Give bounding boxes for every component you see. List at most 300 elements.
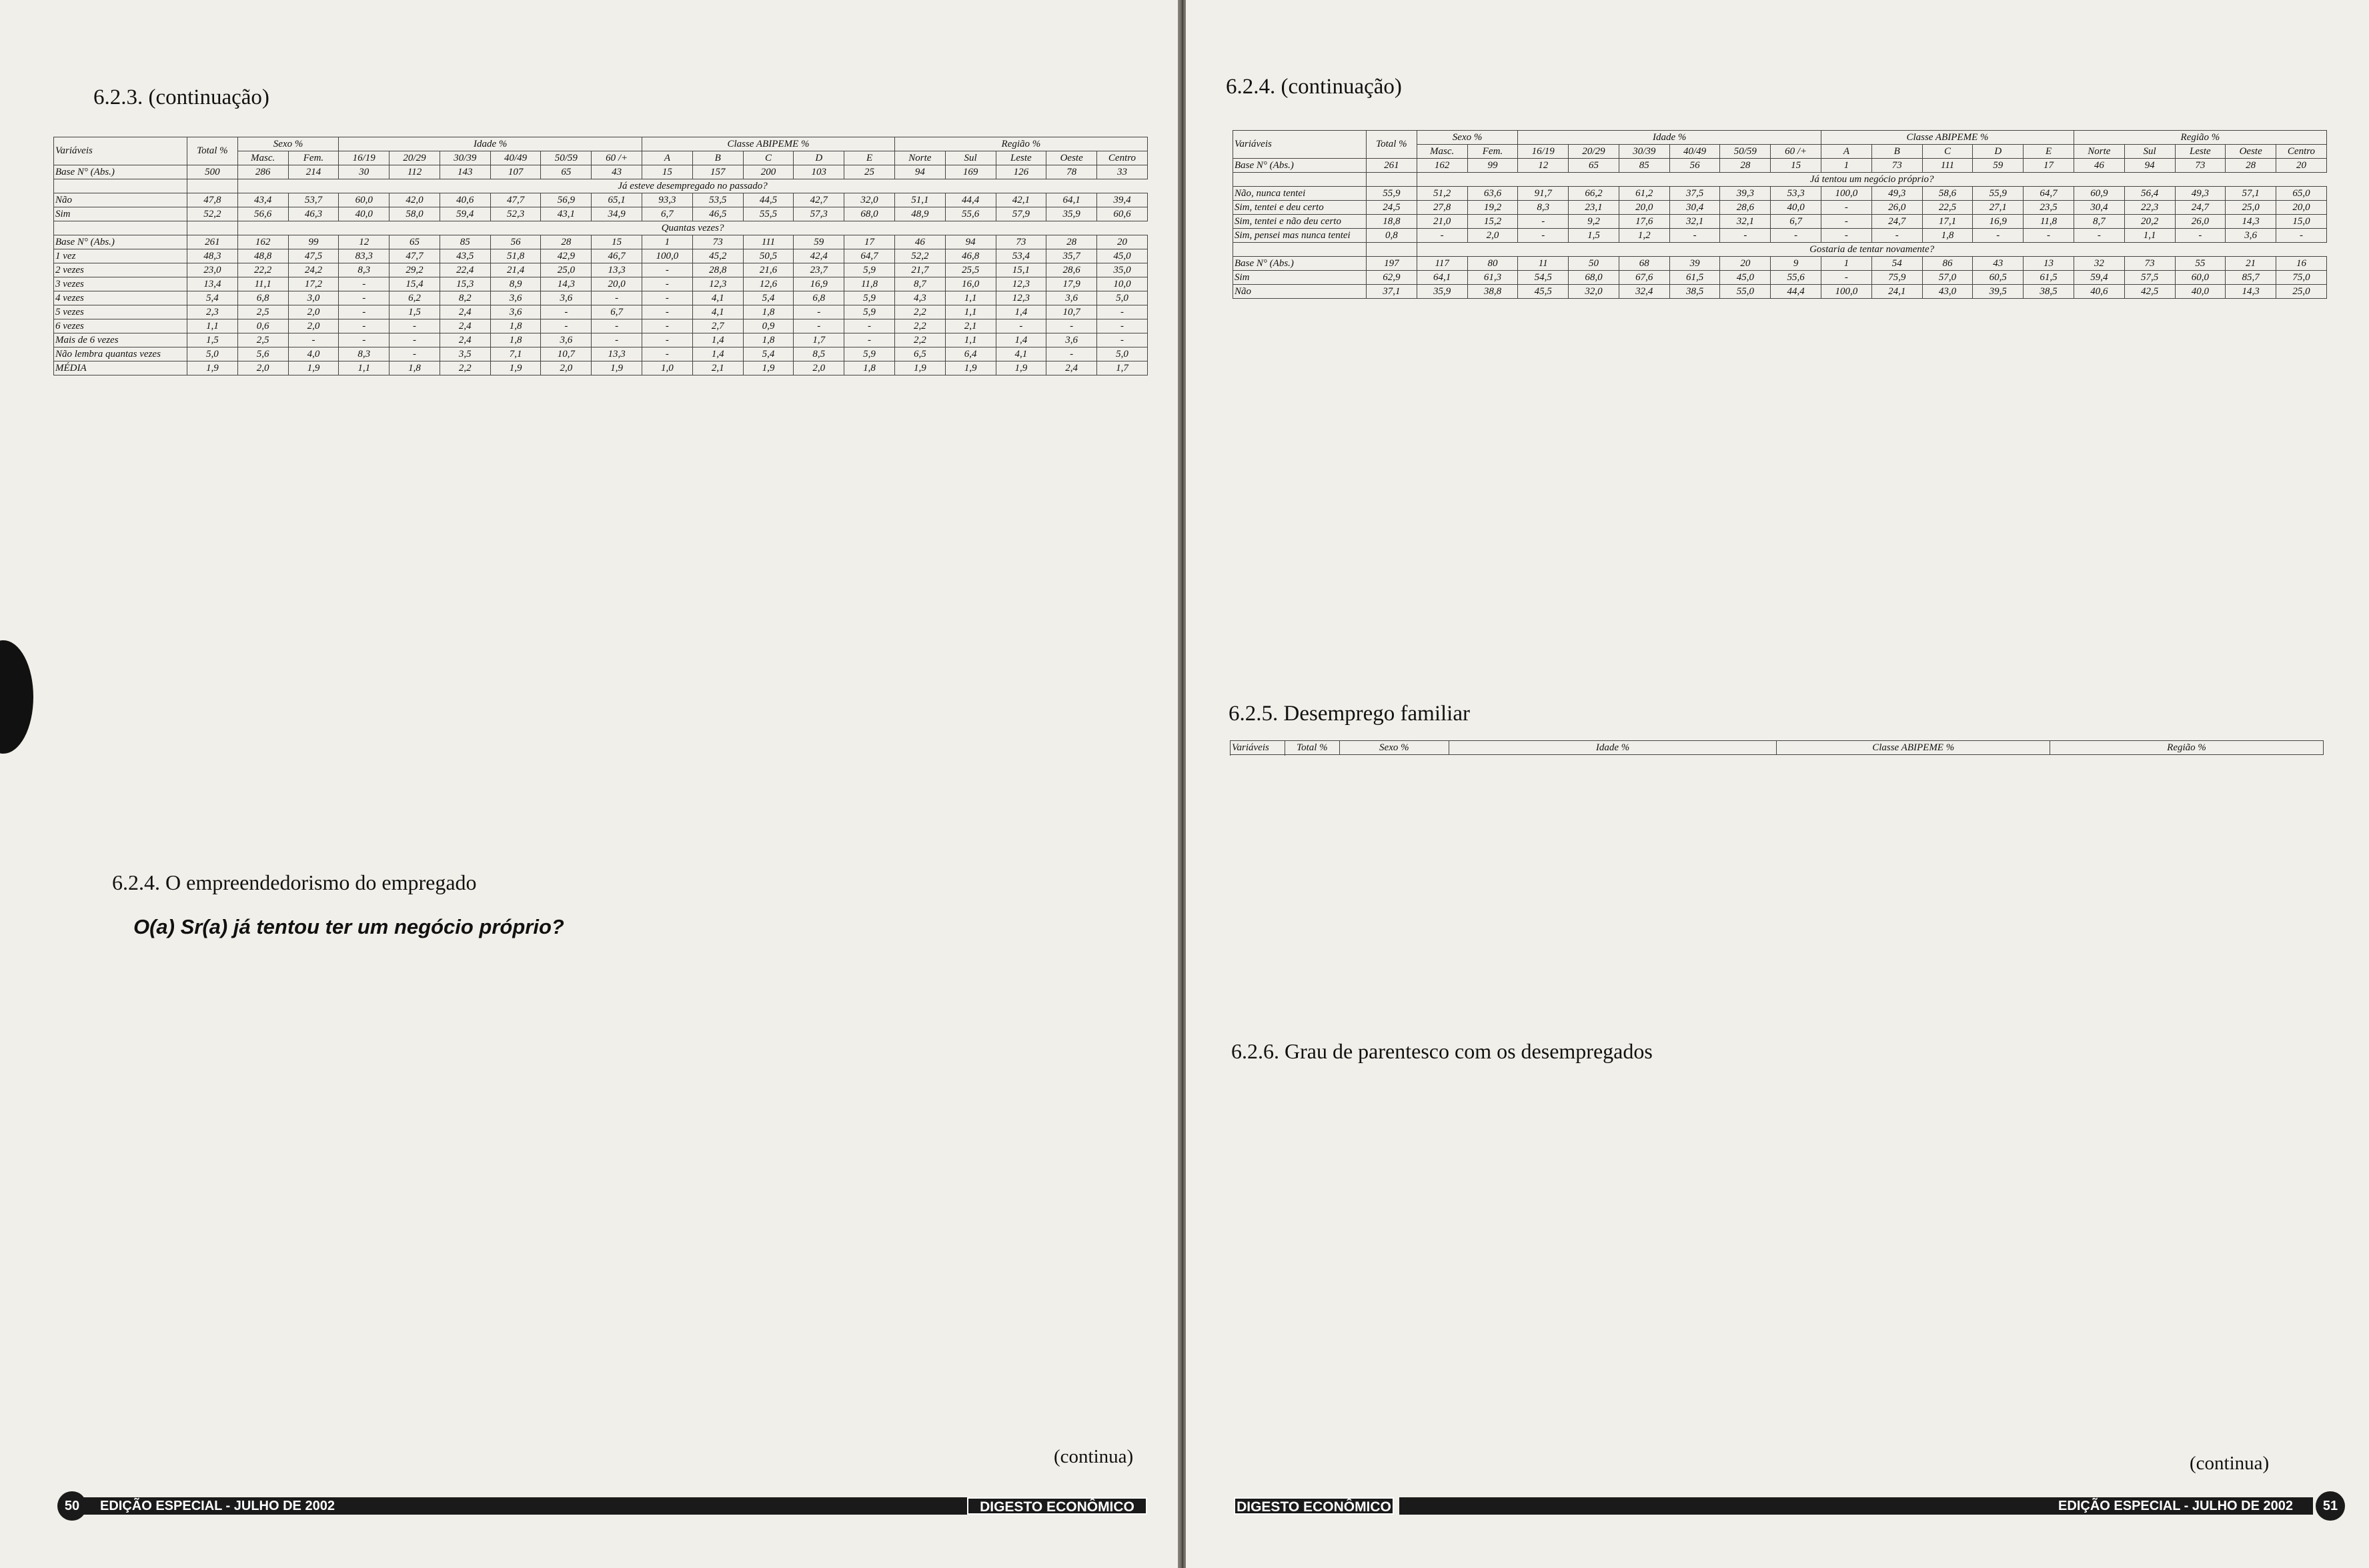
table-cell: 75,9 [1871, 271, 1922, 285]
table-cell: 3,5 [440, 347, 490, 361]
table-cell: 2,0 [794, 361, 844, 375]
subheader-cell: A [1821, 145, 1872, 159]
subheader-cell: Leste [2175, 145, 2226, 159]
table-cell: 52,3 [490, 207, 541, 221]
table-cell: 1 [1821, 159, 1872, 173]
table-cell: 46 [894, 235, 945, 249]
table-cell: 66,2 [1569, 187, 1619, 201]
table-cell: 5,0 [1097, 291, 1148, 305]
table-cell: 1,8 [1922, 229, 1973, 243]
table-cell: 40,6 [2074, 285, 2124, 299]
table-cell: 22,3 [2124, 201, 2175, 215]
table-cell: 3,6 [1046, 291, 1097, 305]
subheader-cell: C [743, 151, 794, 165]
table-cell: 50 [1569, 257, 1619, 271]
row-label: Sim [54, 207, 187, 221]
table-cell: 39,5 [1973, 285, 2024, 299]
table-cell: 1,5 [1569, 229, 1619, 243]
row-label: Sim, tentei e deu certo [1233, 201, 1367, 215]
table-cell: 4,1 [692, 305, 743, 319]
table-cell: 21,0 [1417, 215, 1467, 229]
subheader-cell: Fem. [288, 151, 339, 165]
table-cell: 2,4 [440, 319, 490, 333]
subheader-cell: Centro [2276, 145, 2327, 159]
table-cell: 13 [2024, 257, 2074, 271]
table-cell: 4,1 [996, 347, 1046, 361]
table-cell: 1,8 [490, 333, 541, 347]
table-cell: 61,5 [2024, 271, 2074, 285]
table-cell: 43,1 [541, 207, 592, 221]
table-cell: 54 [1871, 257, 1922, 271]
table-cell: 214 [288, 165, 339, 179]
table-cell: 52,2 [894, 249, 945, 263]
table-cell: 20,2 [2124, 215, 2175, 229]
table-cell: 43,0 [1922, 285, 1973, 299]
table-cell: 61,5 [1669, 271, 1720, 285]
table-cell: 42,0 [389, 193, 440, 207]
table-cell: 8,2 [440, 291, 490, 305]
table-cell: 58,6 [1922, 187, 1973, 201]
table-cell: 39 [1669, 257, 1720, 271]
table-cell: 25 [844, 165, 895, 179]
table-cell: 13,3 [592, 347, 642, 361]
row-label: Não [54, 193, 187, 207]
table-cell: 45,2 [692, 249, 743, 263]
table-cell: - [1417, 229, 1467, 243]
table-cell: - [389, 333, 440, 347]
table-cell: 73 [692, 235, 743, 249]
header-group: Sexo % [237, 137, 339, 151]
table-cell: 15,0 [2276, 215, 2327, 229]
table-caption-row [54, 179, 1148, 193]
table-cell: - [1097, 305, 1148, 319]
table-cell: Base N° (Abs.) [1233, 159, 1367, 173]
table-cell: 64,7 [844, 249, 895, 263]
table-cell: 1,1 [945, 305, 996, 319]
header-group: Sexo % [1417, 131, 1518, 145]
question-title: O(a) Sr(a) já tentou ter um negócio próprio? [133, 915, 564, 938]
table-cell: 86 [1922, 257, 1973, 271]
table-row [1233, 201, 2327, 215]
table-row [1233, 285, 2327, 299]
table-cell: 1,0 [642, 361, 693, 375]
table-cell: 1,4 [692, 347, 743, 361]
table-cell: 80 [1467, 257, 1518, 271]
table-cell: 19,2 [1467, 201, 1518, 215]
table-cell: 83,3 [339, 249, 389, 263]
table-cell: 47,5 [288, 249, 339, 263]
table-cell: 60,0 [2175, 271, 2226, 285]
table-cell: 59 [794, 235, 844, 249]
footer-edition: EDIÇÃO ESPECIAL - JULHO DE 2002 [1399, 1497, 2313, 1515]
table-cell: - [389, 347, 440, 361]
row-label: 1 vez [54, 249, 187, 263]
header-group: Região % [2074, 131, 2326, 145]
table-cell: 2,2 [440, 361, 490, 375]
table-cell: 12,6 [743, 277, 794, 291]
table-cell: 17,6 [1619, 215, 1669, 229]
table-unemployment-history [53, 137, 1148, 375]
table-cell: 51,8 [490, 249, 541, 263]
table-cell: 16,9 [794, 277, 844, 291]
table-cell: 14,3 [2226, 285, 2276, 299]
table-cell: 46,8 [945, 249, 996, 263]
table-row [54, 333, 1148, 347]
footer-magazine: DIGESTO ECONÔMICO [1234, 1497, 1394, 1515]
table-cell: 5,4 [743, 347, 794, 361]
table-cell: 59 [1973, 159, 2024, 173]
header-total: Total % [187, 137, 238, 165]
table-cell: - [339, 291, 389, 305]
table-cell: 30 [339, 165, 389, 179]
table-cell: 99 [1467, 159, 1518, 173]
table-cell: 60,6 [1097, 207, 1148, 221]
table-cell: 1,8 [844, 361, 895, 375]
table-cell: 23,5 [2024, 201, 2074, 215]
table-cell: 17,9 [1046, 277, 1097, 291]
table-cell: 53,3 [1771, 187, 1821, 201]
table-cell: 42,7 [794, 193, 844, 207]
table-cell: 23,7 [794, 263, 844, 277]
table-cell: - [844, 319, 895, 333]
table-row [1233, 229, 2327, 243]
subheader-cell: 40/49 [490, 151, 541, 165]
table-cell: 23,0 [187, 263, 238, 277]
table-cell: - [339, 305, 389, 319]
table-cell: 20 [2276, 159, 2327, 173]
table-cell: - [339, 333, 389, 347]
table-cell: 500 [187, 165, 238, 179]
table-cell: - [2175, 229, 2226, 243]
table-cell: 65 [1569, 159, 1619, 173]
table-cell: 6,7 [642, 207, 693, 221]
table-cell: 64,1 [1417, 271, 1467, 285]
header-group: Classe ABIPEME % [642, 137, 895, 151]
table-cell: 59,4 [2074, 271, 2124, 285]
table-cell: 25,0 [2226, 201, 2276, 215]
table-cell: - [592, 291, 642, 305]
table-cell: - [642, 291, 693, 305]
table-cell: 42,9 [541, 249, 592, 263]
header-group: Região % [2050, 741, 2324, 755]
table-caption: Já tentou um negócio próprio? [1417, 173, 2326, 187]
table-cell: 16,0 [945, 277, 996, 291]
subheader-cell: D [794, 151, 844, 165]
header-variaveis: Variáveis [1231, 741, 1285, 755]
row-label: Base N° (Abs.) [1233, 257, 1367, 271]
table-cell: 43 [1973, 257, 2024, 271]
table-cell: 1,4 [996, 333, 1046, 347]
table-cell: 65,0 [2276, 187, 2327, 201]
table-cell: 28 [1046, 235, 1097, 249]
table-cell: 27,1 [1973, 201, 2024, 215]
table-cell: 1,1 [187, 319, 238, 333]
table-cell: 60,0 [339, 193, 389, 207]
subheader-cell: Leste [996, 151, 1046, 165]
table-cell: 2,0 [237, 361, 288, 375]
table-cell: 43,4 [237, 193, 288, 207]
subheader-cell: Sul [2124, 145, 2175, 159]
table-cell: - [642, 305, 693, 319]
table-cell: 61,2 [1619, 187, 1669, 201]
table-cell: 46,3 [288, 207, 339, 221]
table-cell: 2,0 [541, 361, 592, 375]
row-label: Mais de 6 vezes [54, 333, 187, 347]
table-cell: 8,3 [339, 347, 389, 361]
row-label: 4 vezes [54, 291, 187, 305]
table-cell: - [541, 319, 592, 333]
table-cell: 11,1 [237, 277, 288, 291]
table-cell: 44,4 [945, 193, 996, 207]
table-cell: 3,6 [490, 305, 541, 319]
table-cell: - [642, 277, 693, 291]
table-cell: 6,5 [894, 347, 945, 361]
table-cell: 73 [1871, 159, 1922, 173]
section-heading: 6.2.3. (continuação) [93, 85, 269, 109]
table-cell: 2,4 [440, 305, 490, 319]
table-cell: 1,9 [592, 361, 642, 375]
row-label: Não, nunca tentei [1233, 187, 1367, 201]
table-cell: 11,8 [844, 277, 895, 291]
table-caption-row [54, 221, 1148, 235]
subheader-cell: Oeste [1046, 151, 1097, 165]
table-cell: 61,3 [1467, 271, 1518, 285]
table-cell: - [2276, 229, 2327, 243]
table-cell: 55 [2175, 257, 2226, 271]
table-cell: - [1669, 229, 1720, 243]
subheader-cell: 30/39 [440, 151, 490, 165]
subheader-cell: Norte [2074, 145, 2124, 159]
subheader-cell: E [844, 151, 895, 165]
table-cell: - [1518, 215, 1569, 229]
table-cell: 64,1 [1046, 193, 1097, 207]
header-group: Idade % [1449, 741, 1777, 755]
table-header-row [1231, 741, 2324, 755]
table-cell: - [1046, 347, 1097, 361]
table-cell: 60,5 [1973, 271, 2024, 285]
table-cell: 13,3 [592, 263, 642, 277]
table-cell: 162 [237, 235, 288, 249]
table-cell: 67,6 [1619, 271, 1669, 285]
table-cell: 126 [996, 165, 1046, 179]
table-cell: 32,1 [1669, 215, 1720, 229]
table-cell: - [389, 319, 440, 333]
table-caption-row [1233, 173, 2327, 187]
table-cell: 40,0 [339, 207, 389, 221]
table-cell: 15,3 [440, 277, 490, 291]
table-cell [187, 179, 238, 193]
left-page [0, 0, 1178, 1568]
subheader-cell: 40/49 [1669, 145, 1720, 159]
header-total: Total % [1367, 131, 1417, 159]
table-cell: 2,0 [1467, 229, 1518, 243]
table-cell: 47,8 [187, 193, 238, 207]
table-cell: 15 [1771, 159, 1821, 173]
table-cell: - [642, 319, 693, 333]
section-heading: 6.2.4. (continuação) [1226, 75, 1402, 99]
page-number: 51 [2316, 1491, 2345, 1521]
table-row [54, 291, 1148, 305]
table-row [54, 193, 1148, 207]
table-cell: 46,7 [592, 249, 642, 263]
table-cell: 38,8 [1467, 285, 1518, 299]
table-cell: 42,1 [996, 193, 1046, 207]
table-cell: 15,2 [1467, 215, 1518, 229]
table-cell: - [2074, 229, 2124, 243]
table-cell: 103 [794, 165, 844, 179]
table-cell: 1,5 [187, 333, 238, 347]
table-cell: 51,2 [1417, 187, 1467, 201]
subheader-cell: 50/59 [1720, 145, 1771, 159]
table-cell: - [642, 263, 693, 277]
table-cell: 46,5 [692, 207, 743, 221]
table-cell: 45,0 [1720, 271, 1771, 285]
subheader-cell: B [1871, 145, 1922, 159]
table-cell [54, 179, 187, 193]
table-cell: 94 [894, 165, 945, 179]
table-cell: 35,7 [1046, 249, 1097, 263]
table-cell: 5,9 [844, 347, 895, 361]
row-label: Base N° (Abs.) [54, 235, 187, 249]
table-cell: 15,1 [996, 263, 1046, 277]
table-cell: 2,7 [692, 319, 743, 333]
table-cell: 15,4 [389, 277, 440, 291]
table-cell: 3,6 [2226, 229, 2276, 243]
table-cell: 29,2 [389, 263, 440, 277]
table-cell: 45,0 [1097, 249, 1148, 263]
table-cell: 24,2 [288, 263, 339, 277]
table-cell: 50,5 [743, 249, 794, 263]
table-cell: - [794, 305, 844, 319]
table-cell: 1 [642, 235, 693, 249]
table-cell: 24,7 [2175, 201, 2226, 215]
table-cell: 40,0 [1771, 201, 1821, 215]
table-cell: 0,9 [743, 319, 794, 333]
table-cell: 1,8 [490, 319, 541, 333]
table-cell: 55,6 [1771, 271, 1821, 285]
table-cell: 1,4 [692, 333, 743, 347]
row-label: Não lembra quantas vezes [54, 347, 187, 361]
table-row [54, 235, 1148, 249]
table-cell: 68,0 [1569, 271, 1619, 285]
table-cell: 28 [1720, 159, 1771, 173]
table-cell: 1,8 [743, 333, 794, 347]
table-cell: 22,2 [237, 263, 288, 277]
table-cell: 91,7 [1518, 187, 1569, 201]
table-cell: 44,5 [743, 193, 794, 207]
table-cell: 1,1 [945, 291, 996, 305]
table-cell: 37,1 [1367, 285, 1417, 299]
table-cell: 1 [1821, 257, 1872, 271]
page-number: 50 [57, 1491, 87, 1521]
table-cell: 1,9 [490, 361, 541, 375]
table-cell: 162 [1417, 159, 1467, 173]
table-cell [187, 221, 238, 235]
table-cell: 68,0 [844, 207, 895, 221]
table-cell [1367, 243, 1417, 257]
table-cell: 100,0 [642, 249, 693, 263]
row-label: 6 vezes [54, 319, 187, 333]
table-cell: - [794, 319, 844, 333]
table-cell: 53,4 [996, 249, 1046, 263]
subheader-cell: E [2024, 145, 2074, 159]
table-cell: 65 [541, 165, 592, 179]
table-cell: 21,7 [894, 263, 945, 277]
table-cell: 45,5 [1518, 285, 1569, 299]
table-cell: 3,6 [490, 291, 541, 305]
table-cell: 6,7 [1771, 215, 1821, 229]
table-cell: 56 [490, 235, 541, 249]
table-cell: 60,9 [2074, 187, 2124, 201]
table-cell: 32,0 [844, 193, 895, 207]
table-cell: - [592, 319, 642, 333]
table-cell [1367, 173, 1417, 187]
header-group: Classe ABIPEME % [1777, 741, 2050, 755]
table-cell: 16,9 [1973, 215, 2024, 229]
table-cell: 30,4 [2074, 201, 2124, 215]
table-cell: 56,6 [237, 207, 288, 221]
table-cell: 1,9 [894, 361, 945, 375]
table-cell: 57,5 [2124, 271, 2175, 285]
table-cell: 0,6 [237, 319, 288, 333]
table-cell: 85 [1619, 159, 1669, 173]
table-cell: 4,0 [288, 347, 339, 361]
table-cell: - [996, 319, 1046, 333]
table-cell: 10,7 [541, 347, 592, 361]
table-cell: 63,6 [1467, 187, 1518, 201]
table-cell: 197 [1367, 257, 1417, 271]
table-cell: 2,2 [894, 305, 945, 319]
table-cell: 107 [490, 165, 541, 179]
subheader-cell: Masc. [1417, 145, 1467, 159]
table-cell [54, 221, 187, 235]
table-cell: 24,1 [1871, 285, 1922, 299]
table-cell: - [1821, 215, 1872, 229]
table-cell: 47,7 [389, 249, 440, 263]
table-cell: 4,1 [692, 291, 743, 305]
table-cell: 12,3 [692, 277, 743, 291]
table-cell: 21 [2226, 257, 2276, 271]
table-cell: 48,8 [237, 249, 288, 263]
table-cell: 12 [1518, 159, 1569, 173]
table-cell: - [1973, 229, 2024, 243]
table-cell: - [844, 333, 895, 347]
header-total: Total % [1285, 741, 1339, 755]
table-cell: 1,9 [288, 361, 339, 375]
table-cell: 58,0 [389, 207, 440, 221]
table-cell: 2,1 [945, 319, 996, 333]
table-cell: 52,2 [187, 207, 238, 221]
table-cell: 20 [1720, 257, 1771, 271]
table-cell: 1,7 [1097, 361, 1148, 375]
table-cell: 5,0 [187, 347, 238, 361]
table-cell: 14,3 [541, 277, 592, 291]
footer-edition: EDIÇÃO ESPECIAL - JULHO DE 2002 [80, 1497, 967, 1515]
table-cell: - [642, 347, 693, 361]
table-cell: 48,9 [894, 207, 945, 221]
table-cell: 100,0 [1821, 187, 1872, 201]
table-cell: 28 [541, 235, 592, 249]
table-cell: 8,9 [490, 277, 541, 291]
table-cell: 24,5 [1367, 201, 1417, 215]
table-cell: 53,5 [692, 193, 743, 207]
row-label: Sim, pensei mas nunca tentei [1233, 229, 1367, 243]
header-group: Região % [894, 137, 1147, 151]
table-cell: 23,1 [1569, 201, 1619, 215]
table-cell: 5,9 [844, 263, 895, 277]
table-cell: 17 [2024, 159, 2074, 173]
subheader-cell: B [692, 151, 743, 165]
